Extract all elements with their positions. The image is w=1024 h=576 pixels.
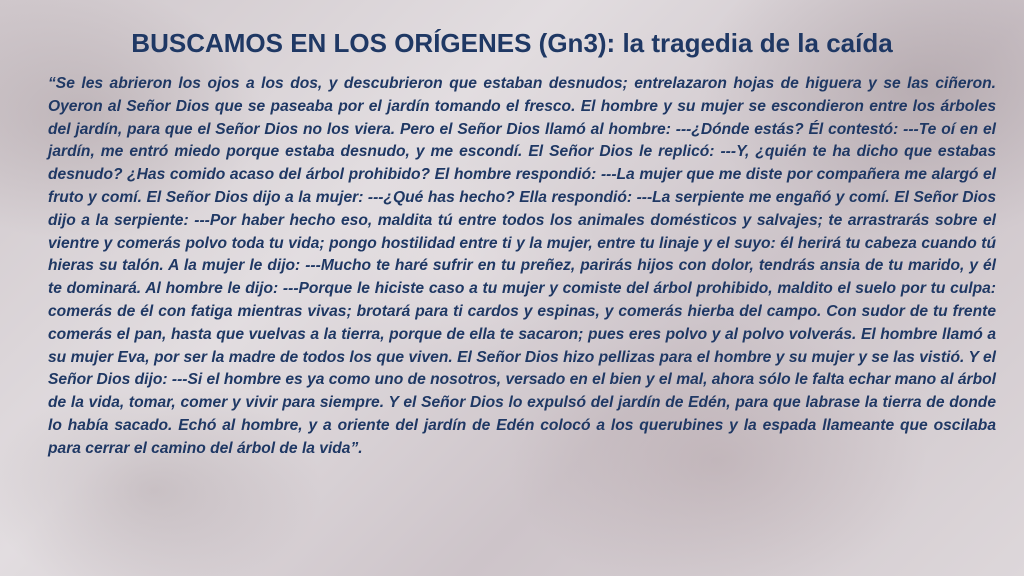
slide-title: BUSCAMOS EN LOS ORÍGENES (Gn3): la tragedia de la caída	[131, 28, 893, 58]
scripture-passage: “Se les abrieron los ojos a los dos, y descubrieron que estaban desnudos; entrelazaron hojas de higuera y se las ciñeron. Oyeron al Señor Dios que se paseaba por el jardín tomando el fresco. El hombre y su mujer se escondieron entre los árboles del jardín, para que el Señor Dios no los viera. Pero el Señor Dios llamó al hombre: ---¿Dónde estás? Él contestó: ---Te oí en el jardín, me entró miedo porque estaba desnudo, y me escondí. El Señor Dios le replicó: ---Y, ¿quién te ha dicho que estabas desnudo? ¿Has comido acaso del árbol prohibido? El hombre respondió: ---La mujer que me diste por compañera me alargó el fruto y comí. El Señor Dios dijo a la mujer: ---¿Qué has hecho? Ella respondió: ---La serpiente me engañó y comí. El Señor Dios dijo a la serpiente: ---Por haber hecho eso, maldita tú entre todos los animales domésticos y salvajes; te arrastrarás sobre el vientre y comerás polvo toda tu vida; pongo hostilidad entre ti y la mujer, entre tu linaje y el suyo: él herirá tu cabeza cuando tú hieras su talón. A la mujer le dijo: ---Mucho te haré sufrir en tu preñez, parirás hijos con dolor, tendrás ansia de tu marido, y él te dominará. Al hombre le dijo: ---Porque le hiciste caso a tu mujer y comiste del árbol prohibido, maldito el suelo por tu culpa: comerás de él con fatiga mientras vivas; brotará para ti cardos y espinas, y comerás hierba del campo. Con sudor de tu frente comerás el pan, hasta que vuelvas a la tierra, porque de ella te sacaron; pues eres polvo y al polvo volverás. El hombre llamó a su mujer Eva, por ser la madre de todos los que viven. El Señor Dios hizo pellizas para el hombre y su mujer y se las vistió. Y el Señor Dios dijo: ---Si el hombre es ya como uno de nosotros, versado en el bien y el mal, ahora sólo le falta echar mano al árbol de la vida, tomar, comer y vivir para siempre. Y el Señor Dios lo expulsó del jardín de Edén, para que labrase la tierra de donde lo había sacado. Echó al hombre, y a oriente del jardín de Edén colocó a los querubines y la espada llameante que oscilaba para cerrar el camino del árbol de la vida”.	[48, 75, 996, 457]
